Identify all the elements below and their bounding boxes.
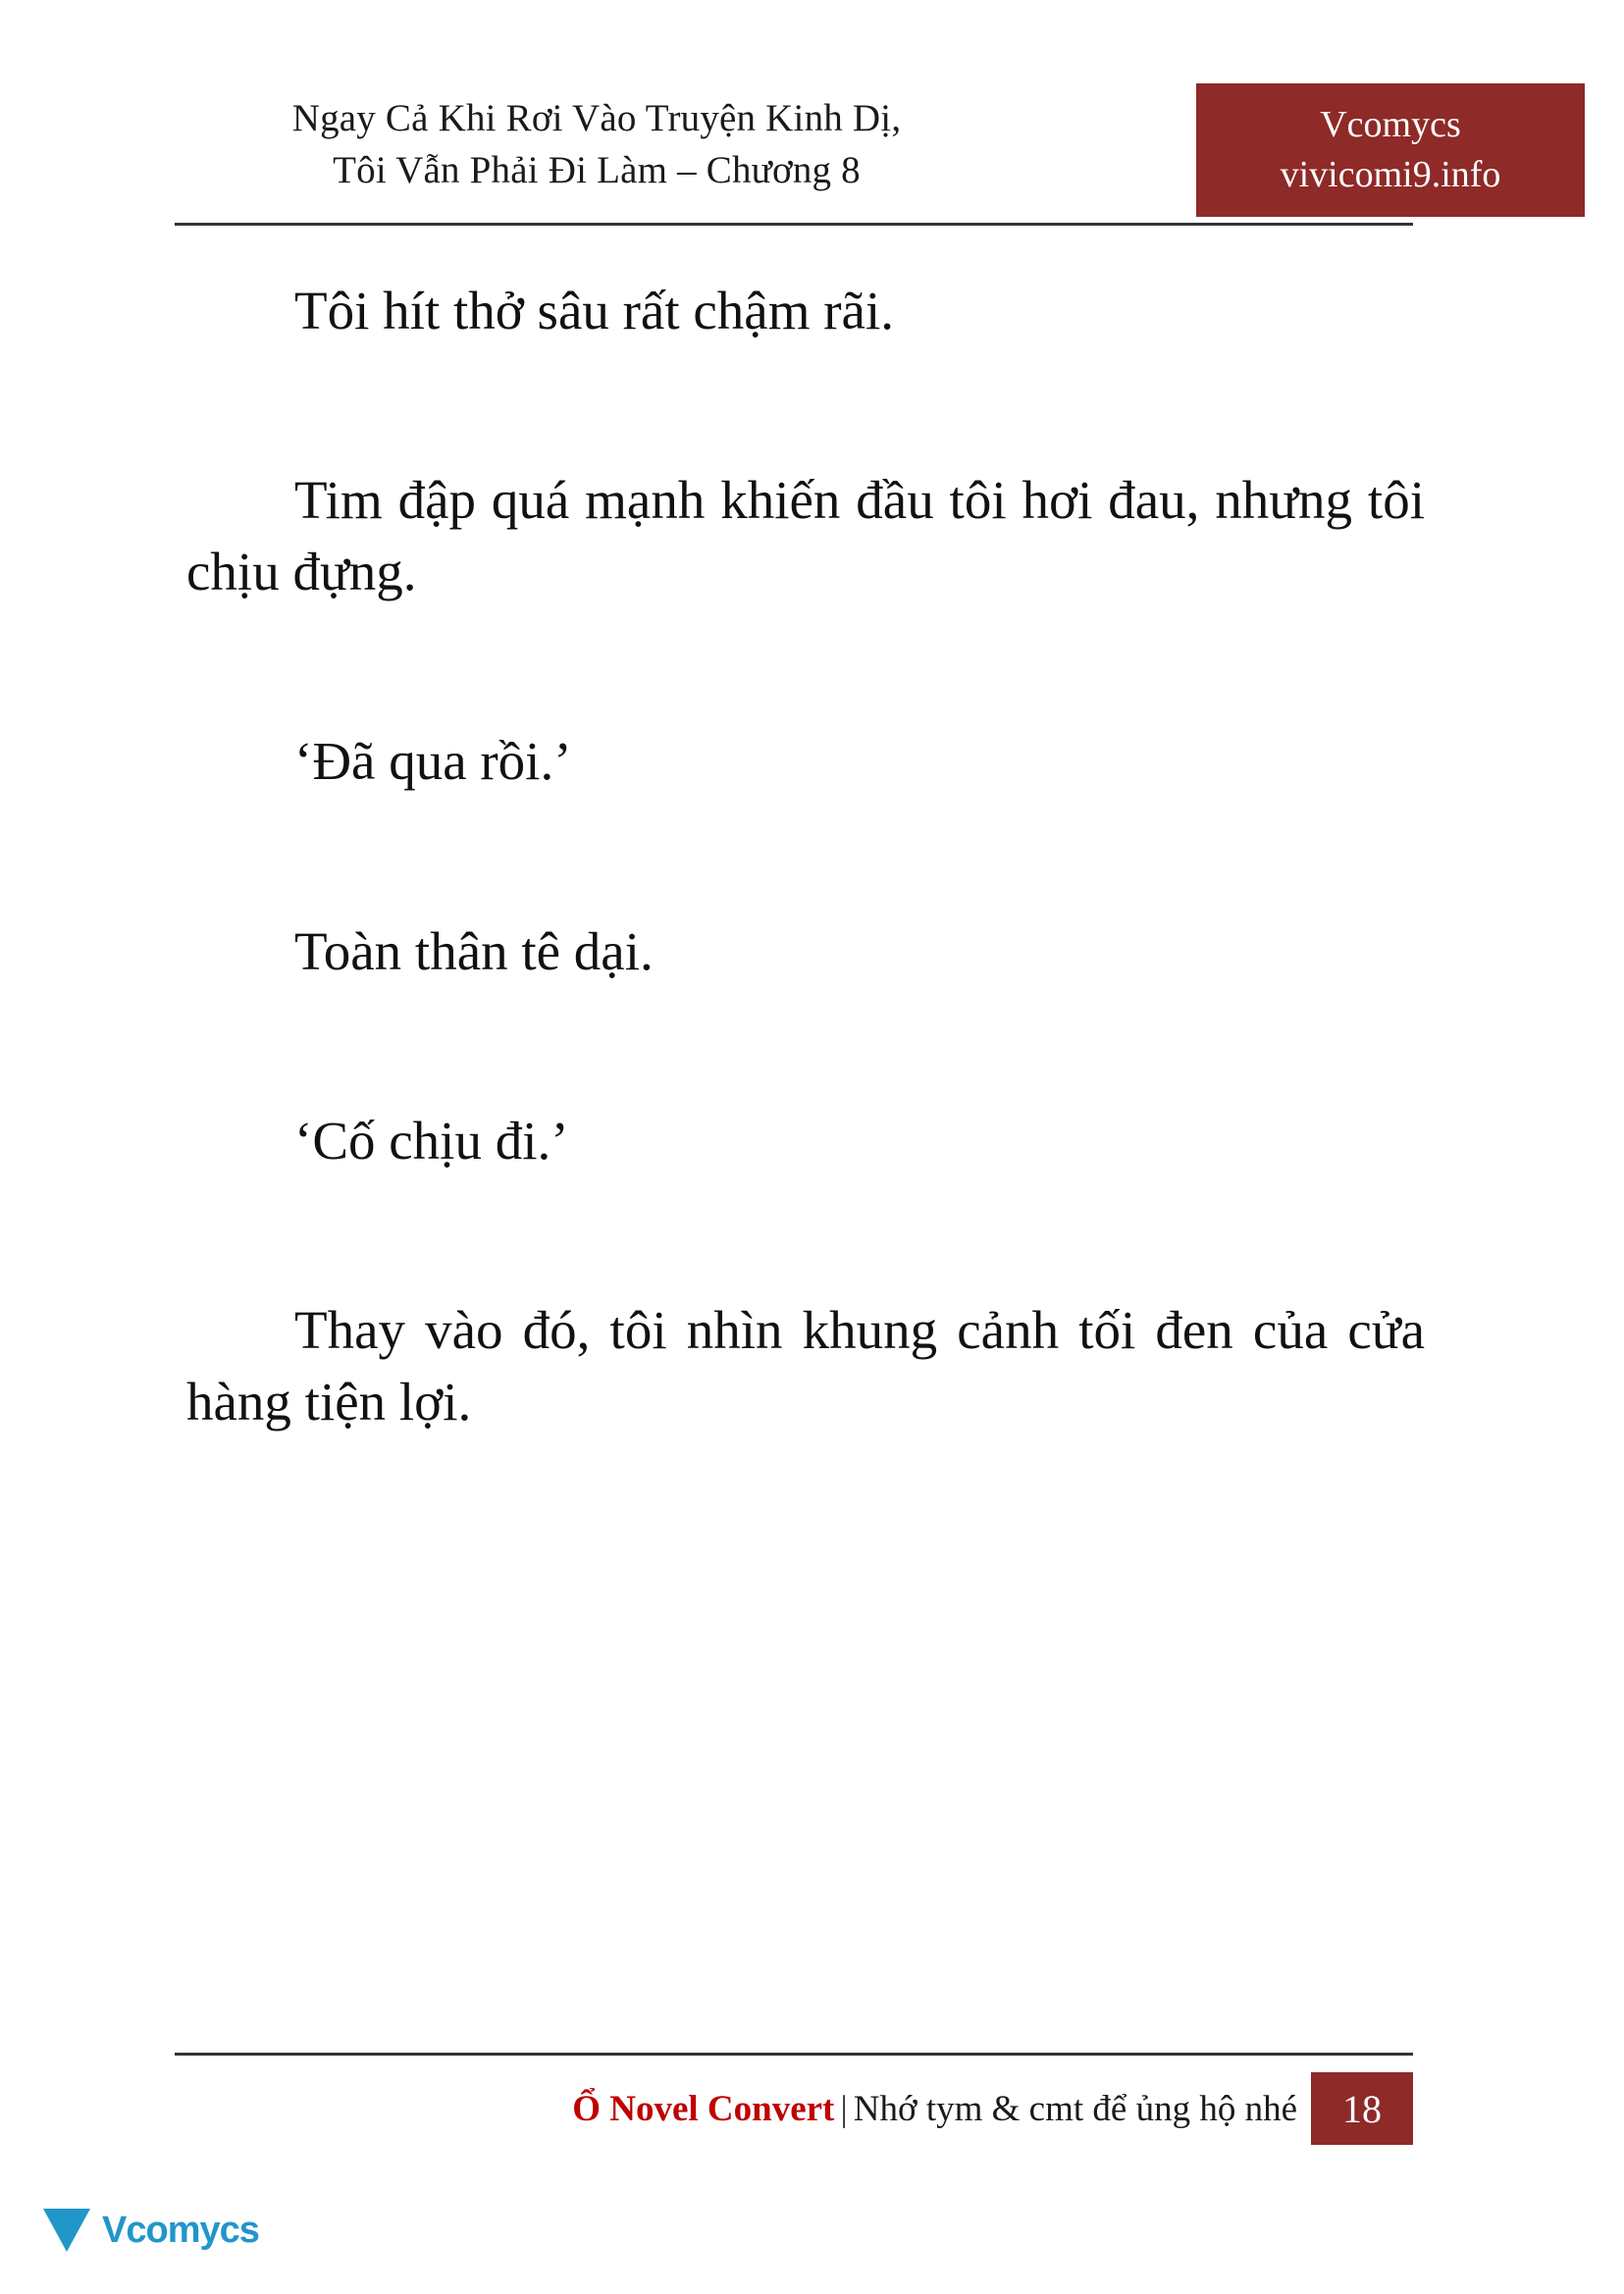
footer-separator: | [840, 2089, 848, 2129]
site-badge-name: Vcomycs [1320, 103, 1461, 145]
footer-note: Nhớ tym & cmt để ủng hộ nhé [853, 2089, 1297, 2129]
vcomycs-watermark [39, 2196, 265, 2265]
paragraph: Thay vào đó, tôi nhìn khung cảnh tối đen của cửa hàng tiện lợi. [186, 1299, 1425, 1432]
header-divider [175, 223, 1413, 226]
vcomycs-logo-icon [39, 2205, 94, 2256]
chapter-title [175, 93, 1019, 196]
page-body [186, 275, 1425, 1437]
chapter-title-line-1: Ngay Cả Khi Rơi Vào Truyện Kinh Dị, [291, 97, 902, 139]
footer-credit [572, 2078, 1297, 2141]
page-number: 18 [1311, 2072, 1413, 2145]
footer-divider [175, 2053, 1413, 2056]
paragraph: ‘Đã qua rồi.’ [294, 731, 572, 792]
site-badge-url: vivicomi9.info [1280, 154, 1501, 195]
chapter-title-line-2: Tôi Vẫn Phải Đi Làm – Chương 8 [333, 148, 861, 191]
paragraph: ‘Cố chịu đi.’ [294, 1110, 569, 1171]
page-header [175, 93, 1501, 221]
watermark-label: Vcomycs [102, 2209, 259, 2251]
paragraph: Toàn thân tê dại. [294, 920, 654, 981]
paragraph: Tim đập quá mạnh khiến đầu tôi hơi đau, nhưng tôi chịu đựng. [186, 470, 1425, 602]
paragraph: Tôi hít thở sâu rất chậm rãi. [294, 281, 894, 340]
footer-brand: Ổ Novel Convert [572, 2089, 835, 2129]
page-footer [175, 2072, 1413, 2146]
site-badge [1196, 83, 1585, 217]
